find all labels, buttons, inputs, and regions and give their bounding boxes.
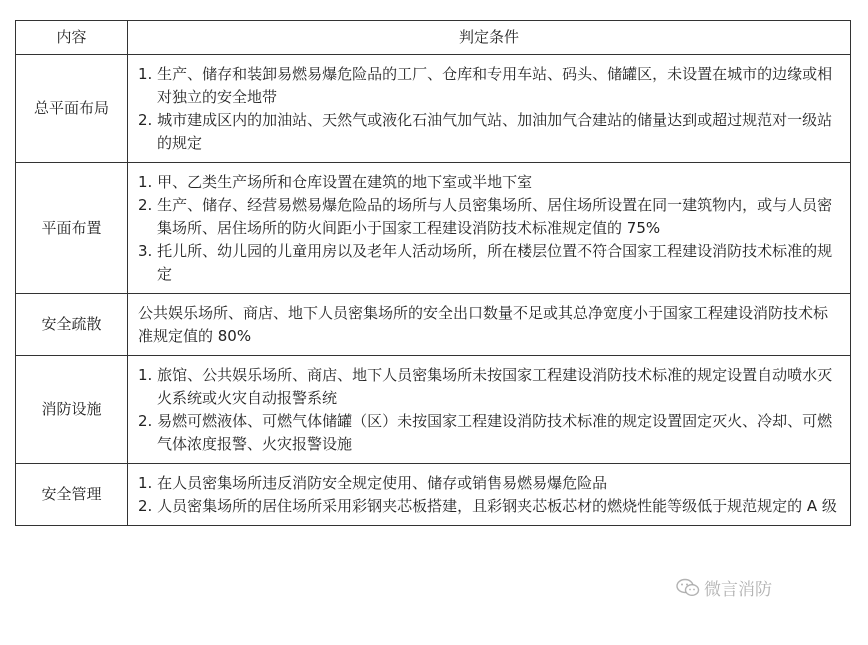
criteria-item: 2. 易燃可燃液体、可燃气体储罐（区）未按国家工程建设消防技术标准的规定设置固定灭火、冷却、可燃气体浓度报警、火灾报警设施 xyxy=(138,412,833,453)
fire-hazard-criteria-table xyxy=(15,20,851,526)
table-row xyxy=(16,294,851,356)
criteria-cell xyxy=(128,163,851,294)
criteria-cell xyxy=(128,294,851,356)
criteria-item: 2. 城市建成区内的加油站、天然气或液化石油气加气站、加油加气合建站的储量达到或超过规范对一级站的规定 xyxy=(138,111,833,152)
header-criteria: 判定条件 xyxy=(128,21,851,55)
header-content: 内容 xyxy=(16,21,128,55)
category-cell: 安全疏散 xyxy=(16,294,128,356)
table-row xyxy=(16,55,851,163)
category-cell: 消防设施 xyxy=(16,356,128,464)
criteria-item: 公共娱乐场所、商店、地下人员密集场所的安全出口数量不足或其总净宽度小于国家工程建设消防技术标准规定值的 80% xyxy=(138,304,829,345)
criteria-cell xyxy=(128,464,851,526)
table-row xyxy=(16,464,851,526)
table-row xyxy=(16,163,851,294)
category-cell: 平面布置 xyxy=(16,163,128,294)
criteria-item: 2. 人员密集场所的居住场所采用彩钢夹芯板搭建，且彩钢夹芯板芯材的燃烧性能等级低于规范规定的 A 级 xyxy=(138,497,837,515)
watermark-text: 微言消防 xyxy=(704,580,772,600)
category-cell: 总平面布局 xyxy=(16,55,128,163)
category-cell: 安全管理 xyxy=(16,464,128,526)
criteria-item: 1. 在人员密集场所违反消防安全规定使用、储存或销售易燃易爆危险品 xyxy=(138,474,608,492)
criteria-item: 1. 生产、储存和装卸易燃易爆危险品的工厂、仓库和专用车站、码头、储罐区，未设置在城市的边缘或相对独立的安全地带 xyxy=(138,65,833,106)
watermark xyxy=(676,575,772,600)
table-header-row xyxy=(16,21,851,55)
criteria-cell xyxy=(128,356,851,464)
criteria-item: 2. 生产、储存、经营易燃易爆危险品的场所与人员密集场所、居住场所设置在同一建筑物内，或与人员密集场所、居住场所的防火间距小于国家工程建设消防技术标准规定值的 75% xyxy=(138,196,833,237)
wechat-icon xyxy=(676,578,700,598)
table-row xyxy=(16,356,851,464)
criteria-item: 1. 甲、乙类生产场所和仓库设置在建筑的地下室或半地下室 xyxy=(138,173,533,191)
criteria-item: 1. 旅馆、公共娱乐场所、商店、地下人员密集场所未按国家工程建设消防技术标准的规定设置自动喷水灭火系统或火灾自动报警系统 xyxy=(138,366,833,407)
criteria-cell xyxy=(128,55,851,163)
criteria-item: 3. 托儿所、幼儿园的儿童用房以及老年人活动场所，所在楼层位置不符合国家工程建设消防技术标准的规定 xyxy=(138,242,833,283)
